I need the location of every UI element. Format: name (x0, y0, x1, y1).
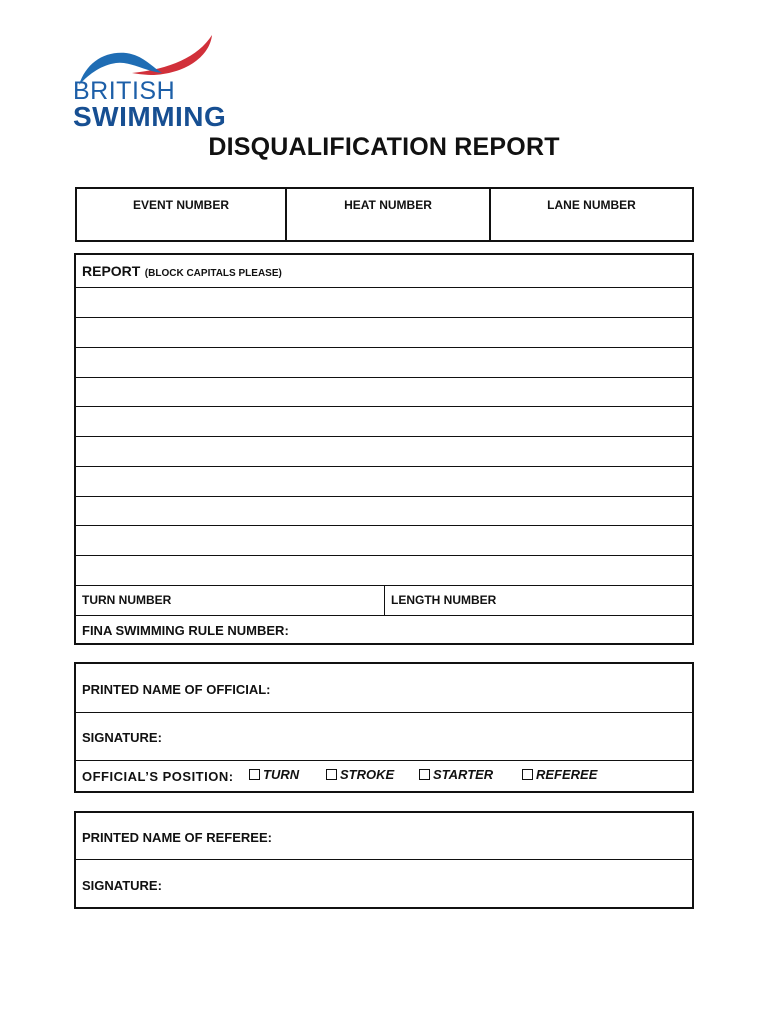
option-label: STARTER (433, 767, 494, 782)
logo-line2: SWIMMING (73, 101, 227, 132)
referee-signature-field[interactable] (82, 877, 162, 895)
referee-signature-label: SIGNATURE: (82, 878, 162, 893)
report-line[interactable] (76, 467, 692, 496)
report-line[interactable] (76, 318, 692, 347)
report-line[interactable] (76, 378, 692, 406)
lane-number-field[interactable]: LANE NUMBER (547, 198, 636, 212)
checkbox-icon[interactable] (522, 769, 533, 780)
fina-rule-field[interactable] (82, 622, 289, 640)
report-line[interactable] (76, 497, 692, 525)
referee-name-field[interactable] (82, 829, 272, 847)
official-name-field[interactable] (82, 681, 271, 699)
checkbox-icon[interactable] (249, 769, 260, 780)
official-signature-field[interactable] (82, 729, 162, 747)
report-heading (82, 263, 282, 281)
heat-number-field[interactable]: HEAT NUMBER (344, 198, 432, 212)
checkbox-icon[interactable] (326, 769, 337, 780)
logo-line1: BRITISH (73, 77, 176, 105)
block-capitals-note: (BLOCK CAPITALS PLEASE) (144, 268, 282, 279)
event-heat-lane-table (75, 187, 694, 242)
event-number-field[interactable]: EVENT NUMBER (132, 198, 229, 212)
official-position-label: OFFICIAL’S POSITION: (82, 769, 234, 784)
length-number-field[interactable]: LENGTH NUMBER (391, 593, 497, 607)
report-section (74, 253, 694, 645)
official-name-label: PRINTED NAME OF OFFICIAL: (82, 682, 271, 697)
position-option-referee[interactable] (522, 767, 597, 782)
position-option-turn[interactable] (249, 767, 299, 782)
report-line[interactable] (76, 407, 692, 436)
report-line[interactable] (76, 437, 692, 466)
position-option-starter[interactable] (419, 767, 493, 782)
referee-section (74, 811, 694, 909)
report-line[interactable] (76, 556, 692, 585)
position-option-stroke[interactable] (326, 767, 394, 782)
official-signature-label: SIGNATURE: (82, 730, 162, 745)
page-title: DISQUALIFICATION REPORT (208, 133, 560, 161)
report-line[interactable] (76, 348, 692, 377)
option-label: STROKE (340, 767, 395, 782)
turn-number-field[interactable]: TURN NUMBER (82, 593, 172, 607)
option-label: REFEREE (536, 767, 598, 782)
british-swimming-logo (70, 33, 225, 133)
report-label: REPORT (82, 263, 141, 279)
option-label: TURN (263, 767, 300, 782)
fina-rule-label: FINA SWIMMING RULE NUMBER: (82, 623, 289, 638)
referee-name-label: PRINTED NAME OF REFEREE: (82, 830, 272, 845)
checkbox-icon[interactable] (419, 769, 430, 780)
report-line[interactable] (76, 288, 692, 317)
report-line[interactable] (76, 526, 692, 555)
